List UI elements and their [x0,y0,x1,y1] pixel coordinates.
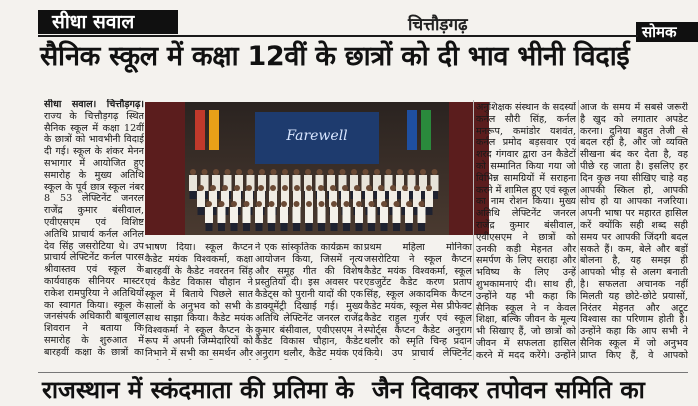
header-rule [38,35,638,37]
main-headline: सैनिक स्कूल में कक्षा 12वीं के छात्रों को दी भाव भीनी विदाई [40,41,630,72]
banner-text: Farewell [286,128,348,144]
article-column-5: अनुशिक्षक संस्थान के सदस्यों कर्नल सौरी सिंह, कर्नल मनरूप, कमांडोर यशवंत, कर्नल प्रमोद बड़सवार एवं शरद गंगवार द्वारा उन कैडेटों को सम्मानित किया गया जो विभिन्न सामग्रियों में सराहना करने में शामिल हुए एवं स्कूल का नाम रोशन किया। मुख्य अतिथि लेफ्टिनेंट जनरल राजेंद्र कुमार बंसीवाल, एवीएसएम ने छात्रों को उनकी कड़ी मेहनत और समर्पण के लिए सराहा और भविष्य के लिए उन्हें शुभकामनाएं दी। साथ ही, उन्होंने यह भी कहा कि सैनिक स्कूल ने न केवल शिक्षा, बल्कि जीवन के मूल्य भी सिखाए हैं, जो छात्रों को जीवन में सफलता हासिल करने में मदद करेंगे। उन्होंने [476,102,576,360]
bottom-rule [38,372,688,373]
article-photo [145,102,489,235]
article-column-2: भाषण दिया। स्कूल कैप्टन कैडेट मयंक विश्वकर्मा, कक्षा बारहवीं के कैडेट नवरतन सिंह एवं कैडेट विकास चौहान ने स्कूल में बिताये पिछले सात सालों के अनुभव को सभी के साथ साझा किया। कैडेट मयंक विश्वकर्मा ने स्कूल कैप्टन के रूप में अपनी जिम्मेदारियों को निभाने में सभी का समर्थन और [145,242,253,360]
masthead-logo: सीधा सवाल [38,10,178,34]
article-text-1: राज्य के चित्तौड़गढ़ स्थित सैनिक स्कूल में कक्षा 12वीं के छात्रों को भावभीनी विदाई दी गई। स्कूल के शंकर मेनन सभागार में आयोजित हुए समारोह के मुख्य अतिथि स्कूल के पूर्व छात्र स्कूल नंबर 8 53 लेफ्टिनेंट जनरल राजेंद्र कुमार बंसीवाल, एवीएसएम एवं विशिष्ट अतिथि प्राचार्य कर्नल अनिल देव सिंह जसरोटिया थे। उप प्राचार्य लेफ्टिनेंट कर्नल पारस श्रीवास्तव एवं स्कूल के कार्यवाहक सीनियर मास्टर राकेश रामपुरिया ने अतिथियों का स्वागत किया। स्कूल के जनसंपर्क अधिकारी बाबूलाल शिवरान ने बताया कि समारोह के शुरुआत में बारहवीं कक्षा के छात्रों का [44,110,144,357]
brand-fragment: सोमक [636,22,698,42]
article-column-6: आज के समय में सबसे जरूरी है खुद को लगातार अपडेट करना। दुनिया बहुत तेजी से बदल रही है, और जो व्यक्ति सीखना बंद कर देता है, वह पीछे रह जाता है। इसलिए हर दिन कुछ नया सीखिए चाहे वह आपकी स्किल हो, आपकी सोच हो या आपका नजरिया। अपनी भाषा पर महारत हासिल करें क्योंकि सही शब्द सही समय पर आपकी जिंदगी बदल सकते हैं। कम, बेले और बड़ों बोलना है, यह समझ ही आपको भीड़ से अलग बनाती है। सफलता अचानक नहीं मिलती यह छोटे-छोटे प्रयासों, निरंतर मेहनत और अटूट विश्वास का परिणाम होती है। उन्होंने कहा कि आप सभी ने सैनिक स्कूल में जो अनुभव प्राप्त किए हैं, वे आपको [580,102,688,360]
bottom-headline-left: राजस्थान में स्कंदमाता की प्रतिमा के [42,376,354,404]
farewell-group-photo [145,102,489,235]
column-separator [578,100,579,360]
article-column-4: प्रथम महिला मोनिका जसरोटिया ने स्कूल कैप्टन कैडेट मयंक विश्वकर्मा, स्कूल एडजुटेंट कैडेट करण प्रताप सिंह, स्कूल अकादमिक कैप्टन कैडेट मयंक, स्कूल मेस प्रीफेक्ट कैडेट राहुल गुर्जर एवं स्कूल स्पोर्ट्स कैप्टन कैडेट अनुराग थलौर को स्मृति चिन्ह प्रदान किये। उप प्राचार्य लेफ्टिनेंट [364,242,472,360]
page-header [0,0,698,41]
bottom-headline-right: जैन दिवाकर तपोवन समिति का [372,376,645,404]
column-separator [473,100,474,360]
article-column-1 [44,99,144,357]
article-column-3: ने एक सांस्कृतिक कार्यक्रम का आयोजन किया, जिसमें नृत्य और समूह गीत की विशेष प्रस्तुतियाँ दी। इस अवसर पर कैडेट्स को पुरानी यादों की एक डाक्यूमेंट्री दिखाई गई। मुख्य अतिथि लेफ्टिनेंट जनरल राजेंद्र कुमार बंसीवाल, एवीएसएम ने कैडेट विकास चौहान, कैडेट अनुराग थलौर, कैडेट मयंक एवं [255,242,363,360]
city-name: चित्तौड़गढ़ [408,15,468,35]
article-byline: सीधा सवाल। चित्तौड़गढ़। [44,99,144,110]
